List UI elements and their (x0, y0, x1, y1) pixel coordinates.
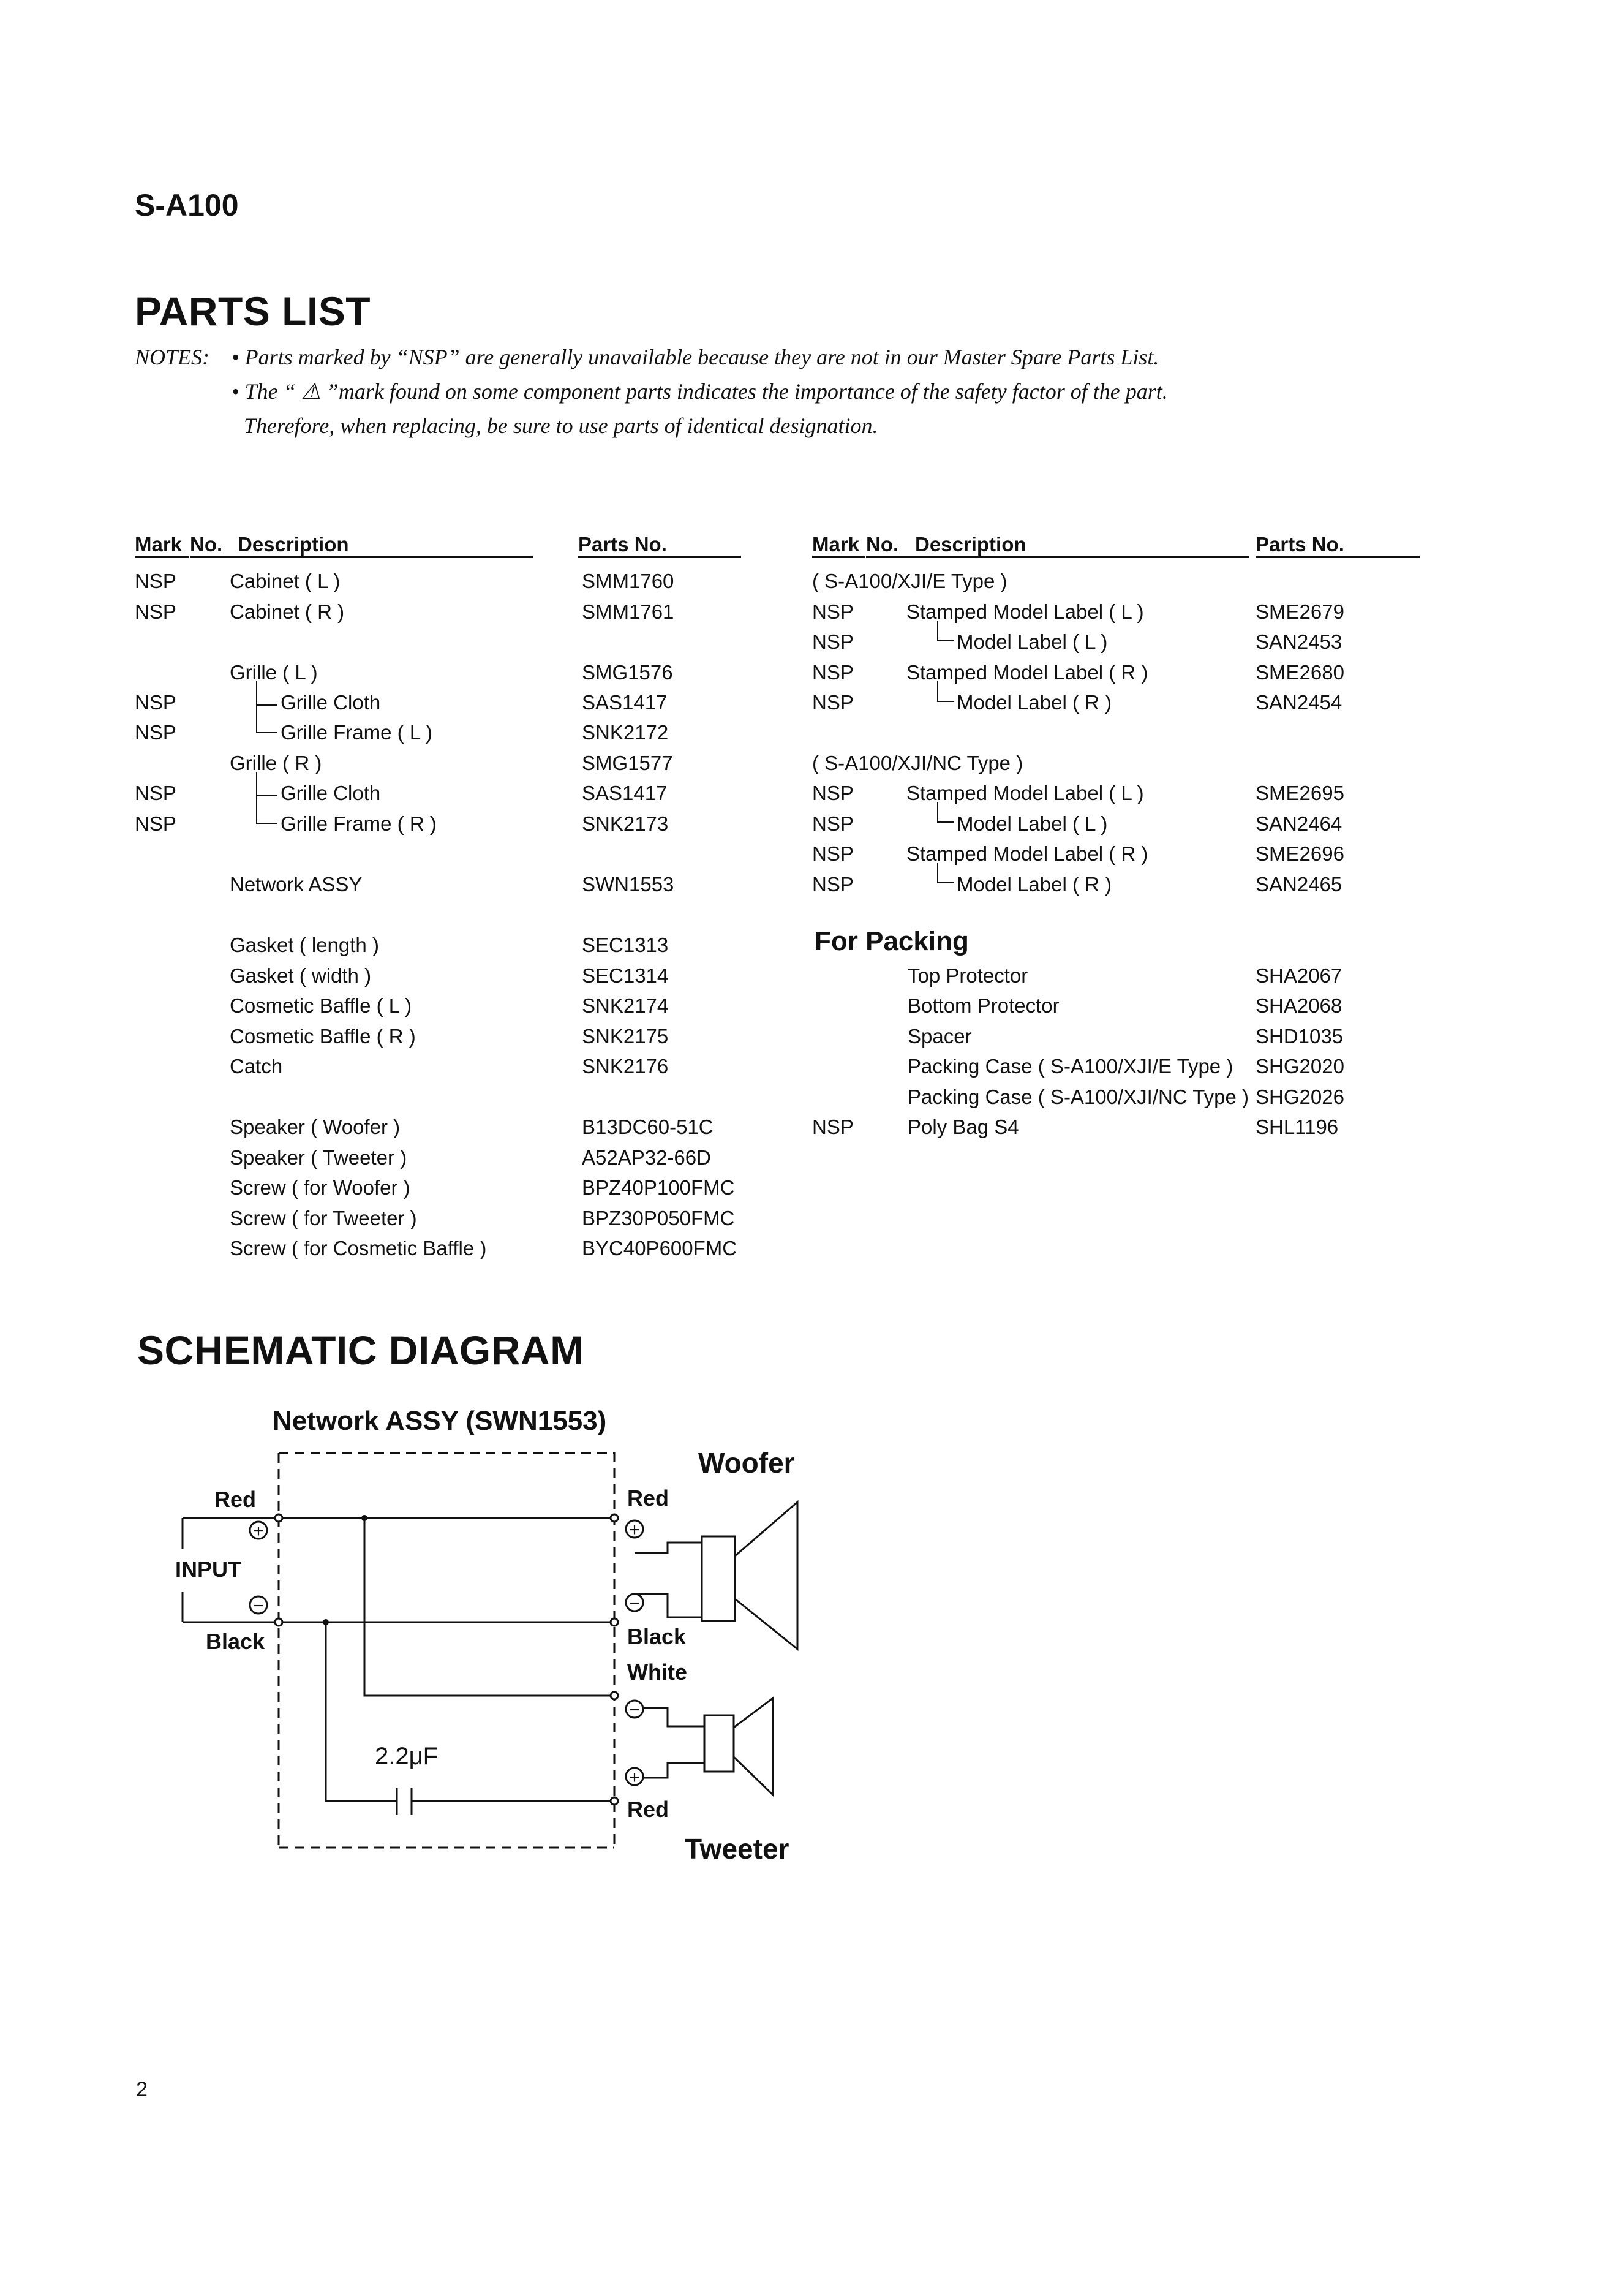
part-number: SAN2454 (1256, 691, 1342, 714)
part-number: SEC1313 (582, 934, 669, 956)
part-description: Stamped Model Label ( R ) (906, 842, 1148, 865)
part-number: SME2695 (1256, 782, 1344, 804)
part-number: SMG1576 (582, 661, 673, 684)
part-number: SHG2020 (1256, 1055, 1344, 1078)
part-number: SHA2067 (1256, 964, 1342, 987)
plus-sign: + (629, 1767, 640, 1788)
wire-white (364, 1518, 614, 1696)
wire-capacitor-left (326, 1622, 397, 1801)
part-number: SEC1314 (582, 964, 669, 987)
woofer-leads (635, 1543, 702, 1617)
part-description: Bottom Protector (908, 994, 1060, 1017)
minus-sign: − (629, 1593, 640, 1614)
part-number: BPZ40P100FMC (582, 1176, 735, 1199)
part-number: BYC40P600FMC (582, 1237, 737, 1259)
col-mark: Mark (135, 533, 183, 556)
node (611, 1618, 618, 1626)
part-description: Grille Cloth (281, 691, 381, 714)
tweeter-red-label: Red (627, 1797, 669, 1822)
node (275, 1514, 282, 1522)
notes-label: NOTES: (135, 345, 210, 369)
part-description: Poly Bag S4 (908, 1116, 1019, 1138)
part-description: Packing Case ( S-A100/XJI/NC Type ) (908, 1086, 1249, 1108)
plus-sign: + (629, 1520, 640, 1540)
part-number: SNK2174 (582, 994, 669, 1017)
part-description: Cosmetic Baffle ( R ) (230, 1025, 416, 1048)
part-mark: NSP (812, 842, 854, 865)
part-number: SME2680 (1256, 661, 1344, 684)
network-label: Network ASSY (SWN1553) (273, 1406, 607, 1436)
note-3: Therefore, when replacing, be sure to use parts of identical designation. (244, 414, 878, 438)
tweeter-leads (635, 1708, 704, 1778)
input-black-label: Black (206, 1629, 265, 1654)
part-number: SAS1417 (582, 691, 668, 714)
tweeter-cone (734, 1698, 773, 1795)
group-heading: ( S-A100/XJI/E Type ) (812, 570, 1007, 592)
part-description: Catch (230, 1055, 283, 1078)
tweeter-label: Tweeter (685, 1833, 789, 1865)
part-mark: NSP (135, 782, 176, 804)
junction-dot (361, 1515, 367, 1521)
minus-sign: − (253, 1596, 264, 1616)
part-description: Grille Cloth (281, 782, 381, 804)
junction-dot (323, 1619, 329, 1625)
part-description: Cosmetic Baffle ( L ) (230, 994, 412, 1017)
part-description: Model Label ( L ) (957, 630, 1108, 653)
part-number: SMM1761 (582, 600, 674, 623)
input-label: INPUT (175, 1557, 241, 1582)
col-no: No. (190, 533, 223, 556)
capacitor (397, 1788, 412, 1815)
part-mark: NSP (135, 570, 176, 592)
col-description: Description (915, 533, 1026, 556)
part-mark: NSP (812, 873, 854, 896)
part-mark: NSP (812, 661, 854, 684)
part-description: Stamped Model Label ( L ) (906, 600, 1144, 623)
part-number: SHL1196 (1256, 1116, 1339, 1138)
part-description: Network ASSY (230, 873, 363, 896)
tweeter-magnet (704, 1715, 734, 1772)
network-boundary (279, 1453, 614, 1848)
part-description: Speaker ( Tweeter ) (230, 1146, 407, 1169)
part-description: Gasket ( width ) (230, 964, 372, 987)
col-parts-no: Parts No. (1256, 533, 1344, 556)
capacitor-value: 2.2μF (375, 1743, 439, 1770)
part-number: SNK2172 (582, 721, 669, 744)
node (611, 1692, 618, 1699)
part-description: Packing Case ( S-A100/XJI/E Type ) (908, 1055, 1233, 1078)
part-description: Model Label ( R ) (957, 691, 1112, 714)
part-description: Cabinet ( R ) (230, 600, 345, 623)
part-description: Cabinet ( L ) (230, 570, 341, 592)
part-description: Grille Frame ( R ) (281, 812, 437, 835)
woofer-black-label: Black (627, 1624, 687, 1649)
part-mark: NSP (812, 782, 854, 804)
part-number: SME2696 (1256, 842, 1344, 865)
part-description: Model Label ( L ) (957, 812, 1108, 835)
part-number: SHD1035 (1256, 1025, 1344, 1048)
part-mark: NSP (135, 600, 176, 623)
part-description: Stamped Model Label ( L ) (906, 782, 1144, 804)
part-description: Screw ( for Woofer ) (230, 1176, 410, 1199)
part-number: SWN1553 (582, 873, 674, 896)
part-mark: NSP (135, 691, 176, 714)
note-1: • Parts marked by “NSP” are generally unavailable because they are not in our Master Spare Parts List. (232, 345, 1159, 369)
part-number: SNK2176 (582, 1055, 669, 1078)
part-number: SHA2068 (1256, 994, 1342, 1017)
part-description: Screw ( for Tweeter ) (230, 1207, 417, 1229)
node (275, 1618, 282, 1626)
schematic-title: SCHEMATIC DIAGRAM (137, 1327, 584, 1373)
part-mark: NSP (812, 630, 854, 653)
part-mark: NSP (812, 1116, 854, 1138)
node (611, 1797, 618, 1805)
part-description: Gasket ( length ) (230, 934, 379, 956)
part-description: Top Protector (908, 964, 1028, 987)
col-parts-no: Parts No. (578, 533, 667, 556)
woofer-magnet (702, 1536, 735, 1621)
part-number: A52AP32-66D (582, 1146, 711, 1169)
part-mark: NSP (812, 600, 854, 623)
part-description: Screw ( for Cosmetic Baffle ) (230, 1237, 487, 1259)
part-number: SAN2465 (1256, 873, 1342, 896)
part-number: SMM1760 (582, 570, 674, 592)
note-2: • The “ ⚠ ”mark found on some component parts indicates the importance of the safety factor of the part. (232, 379, 1168, 404)
part-number: SME2679 (1256, 600, 1344, 623)
part-description: Grille ( L ) (230, 661, 318, 684)
node (611, 1514, 618, 1522)
part-description: Stamped Model Label ( R ) (906, 661, 1148, 684)
part-mark: NSP (135, 721, 176, 744)
part-number: SAN2453 (1256, 630, 1342, 653)
part-number: B13DC60-51C (582, 1116, 714, 1138)
part-description: Model Label ( R ) (957, 873, 1112, 896)
minus-sign: − (629, 1700, 640, 1720)
woofer-red-label: Red (627, 1486, 669, 1511)
col-mark: Mark (812, 533, 860, 556)
part-number: BPZ30P050FMC (582, 1207, 735, 1229)
tweeter-white-label: White (627, 1660, 687, 1685)
page-number: 2 (136, 2078, 148, 2101)
part-description: Speaker ( Woofer ) (230, 1116, 401, 1138)
part-description: Grille Frame ( L ) (281, 721, 433, 744)
col-no: No. (866, 533, 899, 556)
input-red-label: Red (214, 1487, 257, 1512)
part-number: SHG2026 (1256, 1086, 1344, 1108)
woofer-label: Woofer (698, 1447, 795, 1479)
part-number: SMG1577 (582, 752, 673, 774)
group-heading: ( S-A100/XJI/NC Type ) (812, 752, 1023, 774)
part-number: SAS1417 (582, 782, 668, 804)
part-description: Grille ( R ) (230, 752, 322, 774)
packing-title: For Packing (815, 926, 969, 956)
part-number: SNK2173 (582, 812, 669, 835)
parts-list-title: PARTS LIST (135, 289, 371, 334)
part-number: SNK2175 (582, 1025, 669, 1048)
part-number: SAN2464 (1256, 812, 1342, 835)
part-mark: NSP (812, 691, 854, 714)
col-description: Description (238, 533, 349, 556)
part-description: Spacer (908, 1025, 972, 1048)
plus-sign: + (253, 1521, 264, 1541)
model-number: S-A100 (135, 188, 239, 222)
part-mark: NSP (135, 812, 176, 835)
woofer-cone (735, 1502, 797, 1649)
part-mark: NSP (812, 812, 854, 835)
